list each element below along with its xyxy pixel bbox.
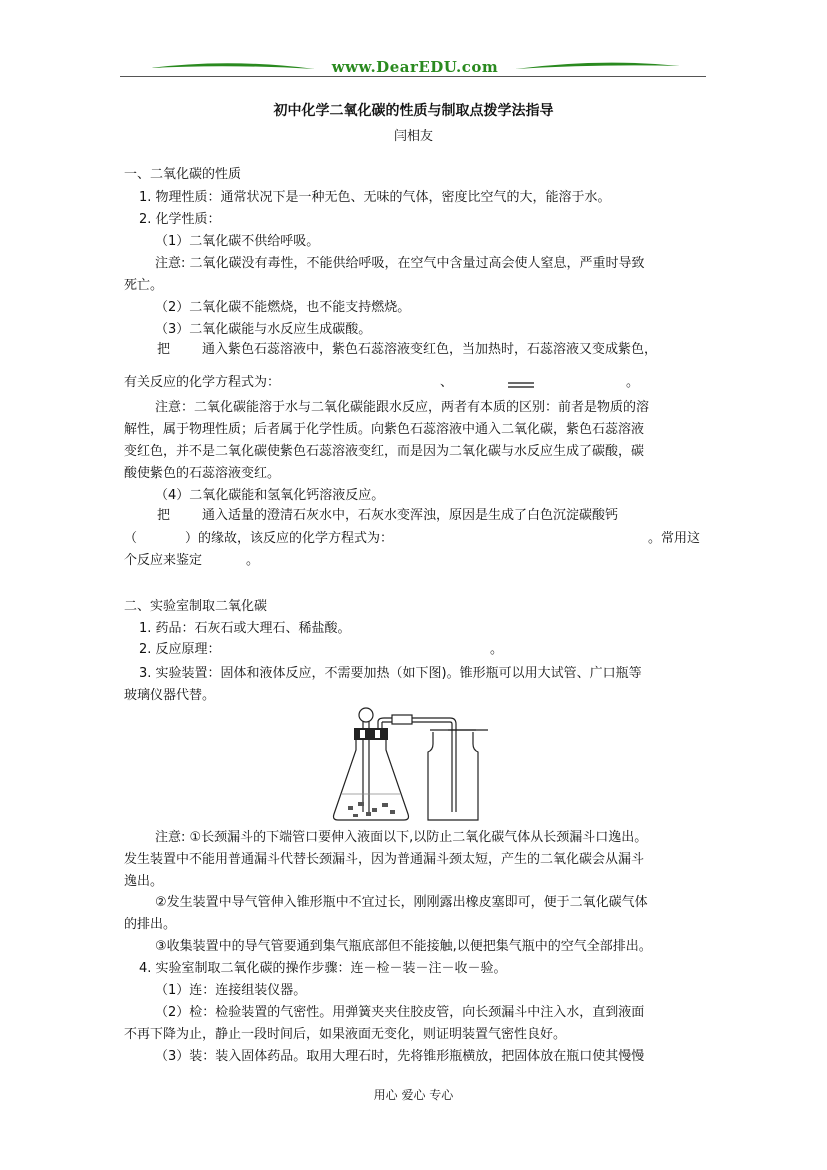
end-mark: 。 bbox=[490, 642, 504, 657]
paragraph: 1. 药品：石灰石或大理石、稀盐酸。 bbox=[139, 621, 351, 636]
paragraph: 注意: ①长颈漏斗的下端管口要伸入液面以下,以防止二氧化碳气体从长颈漏斗口逸出。 bbox=[155, 830, 648, 845]
page-footer: 用心 爱心 专心 bbox=[373, 1088, 454, 1102]
paragraph: （1）连：连接组装仪器。 bbox=[155, 983, 307, 998]
paragraph: 2. 反应原理： bbox=[139, 642, 221, 657]
end-mark: 。 bbox=[246, 553, 260, 568]
paragraph: ③收集装置中的导气管要通到集气瓶底部但不能接触,以便把集气瓶中的空气全部排出。 bbox=[155, 939, 652, 954]
paren-open: （ bbox=[124, 531, 138, 546]
paragraph: 的排出。 bbox=[124, 917, 177, 932]
header-rule bbox=[120, 76, 706, 77]
paragraph: （4）二氧化碳能和氢氧化钙溶液反应。 bbox=[155, 488, 385, 503]
paragraph: 死亡。 bbox=[124, 278, 164, 293]
paragraph: 4. 实验室制取二氧化碳的操作步骤：连－检－装－注－收－验。 bbox=[139, 961, 507, 976]
paragraph: 把 bbox=[157, 508, 171, 523]
end-mark: 。 bbox=[626, 375, 640, 390]
document-title: 初中化学二氧化碳的性质与制取点拨学法指导 bbox=[273, 103, 554, 119]
paragraph: 变红色，并不是二氧化碳使紫色石蕊溶液变红，而是因为二氧化碳与水反应生成了碳酸，碳 bbox=[124, 444, 645, 459]
paragraph: 3. 实验装置：固体和液体反应，不需要加热（如下图)。锥形瓶可以用大试管、广口瓶等 bbox=[139, 666, 642, 681]
paragraph: 把 bbox=[157, 342, 171, 357]
document-author: 闫相友 bbox=[393, 129, 433, 144]
equals-sign-icon bbox=[508, 382, 534, 388]
paragraph: （1）二氧化碳不供给呼吸。 bbox=[155, 234, 320, 249]
co2-apparatus-diagram bbox=[330, 702, 500, 826]
paragraph: ②发生装置中导气管伸入锥形瓶中不宜过长，刚刚露出橡皮塞即可，便于二氧化碳气体 bbox=[155, 895, 648, 910]
paragraph: 。常用这 bbox=[648, 531, 701, 546]
paragraph: 逸出。 bbox=[124, 874, 164, 889]
page-header bbox=[120, 58, 706, 82]
paragraph: 通入紫色石蕊溶液中，紫色石蕊溶液变红色，当加热时，石蕊溶液又变成紫色， bbox=[202, 342, 658, 357]
paragraph: 个反应来鉴定 bbox=[124, 553, 203, 568]
section-heading: 一、二氧化碳的性质 bbox=[124, 167, 242, 182]
paragraph: 注意：二氧化碳能溶于水与二氧化碳能跟水反应，两者有本质的区别：前者是物质的溶 bbox=[155, 400, 650, 415]
right-swoosh-decoration bbox=[515, 60, 680, 74]
paragraph: 注意: 二氧化碳没有毒性，不能供给呼吸，在空气中含量过高会使人窒息，严重时导致 bbox=[155, 256, 645, 271]
section-heading: 二、实验室制取二氧化碳 bbox=[124, 599, 268, 614]
paragraph: （3）装：装入固体药品。取用大理石时，先将锥形瓶横放，把固体放在瓶口使其慢慢 bbox=[155, 1049, 645, 1064]
paragraph: 1. 物理性质：通常状况下是一种无色、无味的气体，密度比空气的大，能溶于水。 bbox=[139, 190, 611, 205]
left-swoosh-decoration bbox=[150, 60, 315, 74]
paragraph: 玻璃仪器代替。 bbox=[124, 688, 216, 703]
paragraph: 通入适量的澄清石灰水中，石灰水变浑浊，原因是生成了白色沉淀碳酸钙 bbox=[202, 508, 619, 523]
paragraph: （3）二氧化碳能与水反应生成碳酸。 bbox=[155, 322, 372, 337]
paragraph: （2）二氧化碳不能燃烧，也不能支持燃烧。 bbox=[155, 300, 411, 315]
paragraph: 不再下降为止，静止一段时间后，如果液面无变化，则证明装置气密性良好。 bbox=[124, 1027, 567, 1042]
paragraph: 解性，属于物理性质；后者属于化学性质。向紫色石蕊溶液中通入二氧化碳，紫色石蕊溶液 bbox=[124, 422, 645, 437]
site-logo[interactable]: www.DearEDU.com bbox=[331, 58, 499, 76]
separator-mark: 、 bbox=[440, 375, 454, 390]
paragraph: 有关反应的化学方程式为： bbox=[124, 375, 281, 390]
paragraph: ）的缘故，该反应的化学方程式为： bbox=[185, 531, 394, 546]
paragraph: 酸使紫色的石蕊溶液变红。 bbox=[124, 466, 281, 481]
paragraph: 发生装置中不能用普通漏斗代替长颈漏斗，因为普通漏斗颈太短，产生的二氧化碳会从漏斗 bbox=[124, 852, 645, 867]
paragraph: （2）检：检验装置的气密性。用弹簧夹夹住胶皮管，向长颈漏斗中注入水，直到液面 bbox=[155, 1005, 645, 1020]
paragraph: 2. 化学性质： bbox=[139, 212, 221, 227]
